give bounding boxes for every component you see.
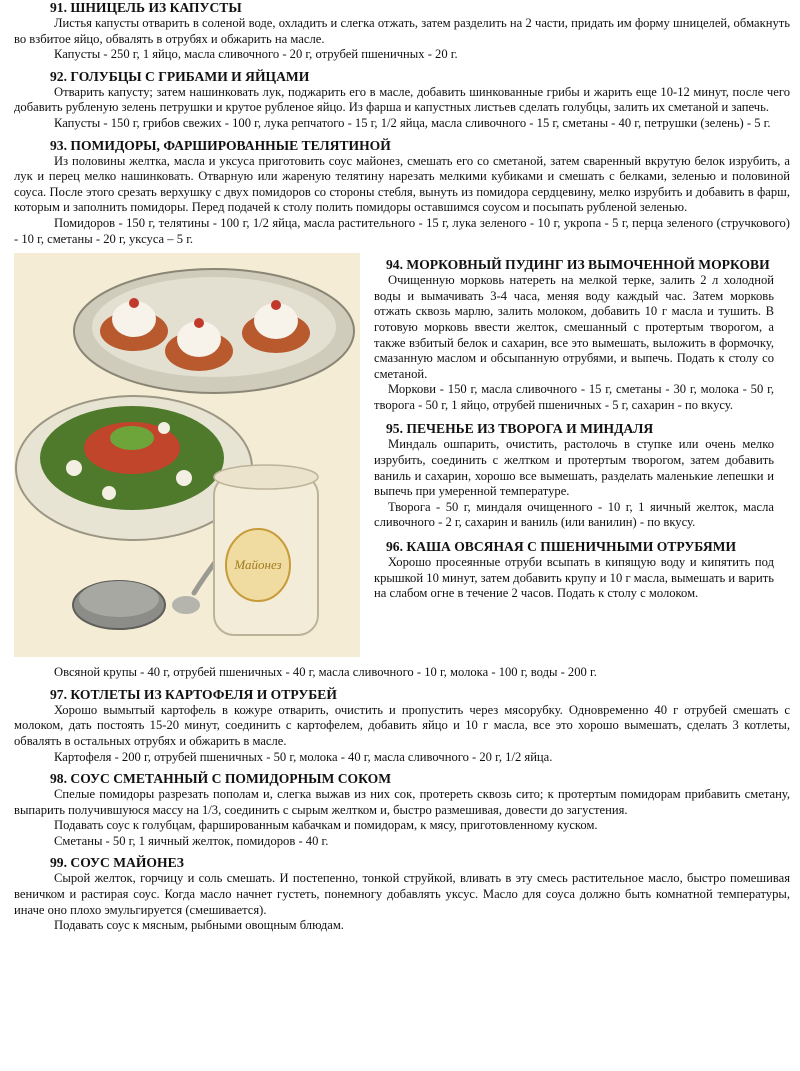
recipe-96 [374,539,774,602]
recipe-title: 91. ШНИЦЕЛЬ ИЗ КАПУСТЫ [50,0,242,15]
right-column [374,257,774,610]
recipe-ingredients: Моркови - 150 г, масла сливочного - 15 г, сметаны - 30 г, молока - 50 г, творога - 50 г, 1 яйцо, отрубей пшеничных - 5 г, сахарин - по вкусу. [374,382,774,412]
recipe-title: 93. ПОМИДОРЫ, ФАРШИРОВАННЫЕ ТЕЛЯТИНОЙ [50,137,391,153]
recipe-body: Сырой желток, горчицу и соль смешать. И постепенно, тонкой струйкой, вливать в эту смесь растительное масло, быстро помешивая веничком и растирая соус. Когда масло начнет густеть, понемногу добавлять уксус. Масло для соуса должно быть комнатной температуры, иначе оно плохо эмульгируется (смешивается). [14,871,790,917]
recipe-serving: Подавать соус к мясным, рыбными овощным блюдам. [54,918,344,933]
recipe-title: 95. ПЕЧЕНЬЕ ИЗ ТВОРОГА И МИНДАЛЯ [386,421,654,437]
recipe-ingredients: Картофеля - 200 г, отрубей пшеничных - 50 г, молока - 40 г, масла сливочного - 20 г, 1/2 яйца. [54,749,553,764]
recipe-91 [14,0,790,63]
recipe-body: Отварить капусту; затем нашинковать лук, поджарить его в масле, добавить шинкованные грибы и жарить еще 10-12 минут, после чего добавить рубленую зелень петрушки и крутое рубленое яйцо. Из фарша и капустных листьев сделать голубцы, залить их сметаной и запечь. [14,84,790,115]
recipe-body: Очищенную морковь натереть на мелкой терке, залить 2 л холодной воды и вымачивать 3-4 часа, меняя воду каждый час. Затем морковь отжать сквозь марлю, залить молоком, добавить 10 г масла и тушить. В готовую морковь ввести желток, смешанный с протертым творогом, а также взбитый белок и сахарин, все это вымешать, выложить в формочку, смазанную маслом и обсыпанную отрубями, и выпечь. Подать к столу со сметаной. [374,273,774,381]
recipe-99 [14,855,790,933]
recipe-body: Миндаль ошпарить, очистить, растолочь в ступке или очень мелко изрубить, соединить с желтком и протертым творогом, затем добавить ваниль и сахарин, хорошо все вымешать, разделать маленькие лепешки и выпечь при умеренной температуре. [374,437,774,499]
recipe-body: Листья капусты отварить в соленой воде, охладить и слегка отжать, затем разделить на 2 части, придать им форму шницелей, обмакнуть во взбитое яйцо, обвалять в отрубях и обжарить на масле. [14,16,790,46]
recipe-98 [14,771,790,849]
recipe-ingredients: Овсяной крупы - 40 г, отрубей пшеничных - 40 г, масла сливочного - 10 г, молока - 100 г, воды - 200 г. [54,665,597,680]
recipe-93 [14,138,790,248]
recipe-page [14,0,790,940]
recipe-title: 96. КАША ОВСЯНАЯ С ПШЕНИЧНЫМИ ОТРУБЯМИ [386,539,737,555]
recipe-title: 97. КОТЛЕТЫ ИЗ КАРТОФЕЛЯ И ОТРУБЕЙ [50,686,337,702]
green-peas [110,426,154,450]
recipe-97 [14,687,790,765]
recipe-title: 99. СОУС МАЙОНЕЗ [50,855,184,871]
recipe-title: 92. ГОЛУБЦЫ С ГРИБАМИ И ЯЙЦАМИ [50,68,310,84]
illustrated-section [14,253,790,663]
recipe-96-ingredients-block [14,665,790,681]
recipe-ingredients: Капусты - 250 г, 1 яйцо, масла сливочного - 20 г, отрубей пшеничных - 20 г. [54,47,458,62]
recipe-body: Хорошо просеянные отруби всыпать в кипящую воду и кипятить под крышкой 10 минут, затем добавить крупу и 10 г масла, вымешать и варить на слабом огне в течение 2 часов. Подать к столу с молоком. [374,555,774,601]
recipe-serving: Подавать соус к голубцам, фаршированным кабачкам и помидорам, к мясу, приготовленному куском. [54,818,598,833]
jar-label-text: Майонез [234,557,282,573]
recipe-body: Из половины желтка, масла и уксуса приготовить соус майонез, смешать его со сметаной, затем сваренный вкрутую белок изрубить, а лук и перец мелко нашинковать. Отварную или жареную телятину нарезать мелкими кубиками и смешать с белками, зеленью и половиной соуса. После этого срезать верхушку с двух помидоров со стороны стебля, вынуть из помидора сердцевину, мелко изрубить и добавить в фарш, которым и заполнить помидоры. Перед подачей к столу полить помидоры оставшимся соусом и посыпать рубленой зеленью. [14,153,790,215]
recipe-92 [14,69,790,132]
recipe-ingredients: Помидоров - 150 г, телятины - 100 г, 1/2 яйца, масла растительного - 15 г, лука зеленого - 10 г, укропа - 5 г, перца зеленого (стручкового) - 10 г, сметаны - 20 г, уксуса – 5 г. [14,215,790,246]
recipe-ingredients: Сметаны - 50 г, 1 яичный желток, помидоров - 40 г. [54,833,329,848]
recipe-94 [374,257,774,413]
recipe-95 [374,421,774,531]
recipe-body: Хорошо вымытый картофель в кожуре отварить, очистить и пропустить через мясорубку. Одновременно 40 г отрубей смешать с молоком, дать постоять 15-20 минут, соединить с картофелем, добавить яйцо и 10 г масла, все это хорошо вымешать, сделать 3 котлеты, обвалять в остальных отрубях и обжарить в масле. [14,702,790,748]
mayonnaise-jar [214,465,318,635]
recipe-body: Спелые помидоры разрезать пополам и, слегка выжав из них сок, протереть сквозь сито; к протертым помидорам прибавить сметану, выпарить получившуюся массу на 1/3, соединить с сырым желтком и, быстро размешивая, довести до загустения. [14,787,790,817]
recipe-ingredients: Творога - 50 г, миндаля очищенного - 10 г, 1 яичный желток, масла сливочного - 2 г, сахарин и ваниль (или ванилин) - по вкусу. [374,499,774,530]
spoon-bowl [172,596,200,614]
stuffed-tomatoes-salad-mayonnaise-illustration [14,253,360,657]
recipe-title: 98. СОУС СМЕТАННЫЙ С ПОМИДОРНЫМ СОКОМ [50,771,392,787]
food-illustration [14,253,360,657]
recipe-title: 94. МОРКОВНЫЙ ПУДИНГ ИЗ ВЫМОЧЕННОЙ МОРКОВИ [386,257,770,273]
recipe-ingredients: Капусты - 150 г, грибов свежих - 100 г, лука репчатого - 15 г, 1/2 яйца, масла сливочного - 15 г, сметаны - 40 г, петрушки (зелень) - 5 г. [54,115,771,130]
